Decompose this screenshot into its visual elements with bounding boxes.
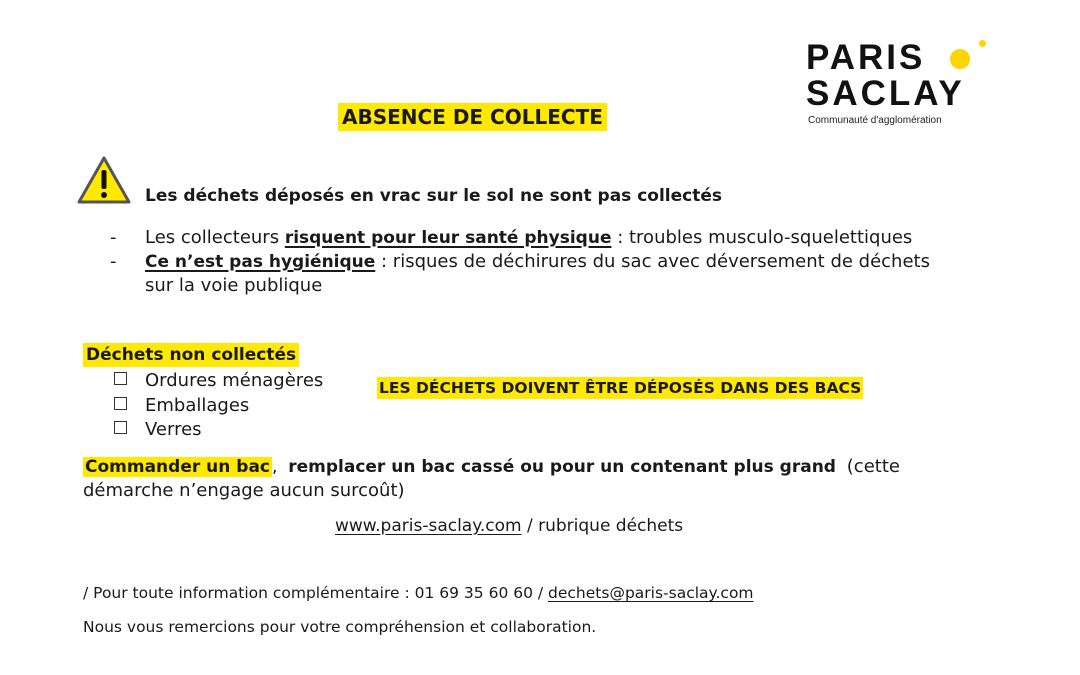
order-bold: remplacer un bac cassé ou pour un contenant plus grand [288,457,836,477]
list-item [110,250,940,297]
bullet-rest: : troubles musculo-squelettiques [611,227,913,248]
list-item [114,394,323,419]
contact-email-link[interactable]: dechets@paris-saclay.com [548,584,754,602]
bullet-dash: - [110,227,117,248]
bullet-dash: - [110,251,117,272]
list-item [110,226,940,250]
list-item [114,369,323,394]
page-title: ABSENCE DE COLLECTE [338,103,607,131]
logo-line-2: SACLAY [806,74,965,113]
contact-line [83,582,754,604]
warning-text: Les déchets déposés en vrac sur le sol ne sont pas collectés [145,186,722,206]
non-collected-list [114,369,323,443]
logo-sun-icon [950,49,970,69]
checkbox-icon [114,397,127,410]
checkbox-icon [114,372,127,385]
logo-subtitle: Communauté d'agglomération [808,115,942,126]
warning-triangle-icon [76,155,132,205]
bins-notice: LES DÉCHETS DOIVENT ÊTRE DÉPOSÉS DANS DES BACS [379,379,862,397]
logo-dot-icon [979,40,986,47]
bullet-bold: Ce n’est pas hygiénique [145,252,376,272]
bullet-bold: risquent pour leur santé physique [284,228,612,248]
checkbox-icon [114,421,127,434]
risk-list [110,226,940,297]
non-collected-heading: Déchets non collectés [83,343,299,367]
website-link[interactable]: www.paris-saclay.com [335,516,522,536]
website-rest: / rubrique déchets [521,516,684,536]
bullet-lead: Les collecteurs [145,227,285,248]
contact-text: / Pour toute information complémentaire : 01 69 35 60 60 / [83,584,549,602]
logo-line-1: PARIS [806,38,926,77]
list-item-label: Ordures ménagères [145,370,324,391]
list-item [114,418,323,443]
thanks-text: Nous vous remercions pour votre compréhension et collaboration. [83,618,597,636]
list-item-label: Emballages [145,394,250,416]
order-comma: , [272,457,278,477]
order-highlight: Commander un bac [85,457,270,477]
paris-saclay-logo [806,40,965,126]
bullet-rest: : risques de déchirures du sac avec déversement de déchets sur la voie publique [145,251,930,296]
order-note: (cette démarche n’engage aucun surcoût) [83,456,900,501]
order-bin-paragraph [83,455,983,503]
list-item-label: Verres [145,419,202,440]
website-line [335,515,683,537]
